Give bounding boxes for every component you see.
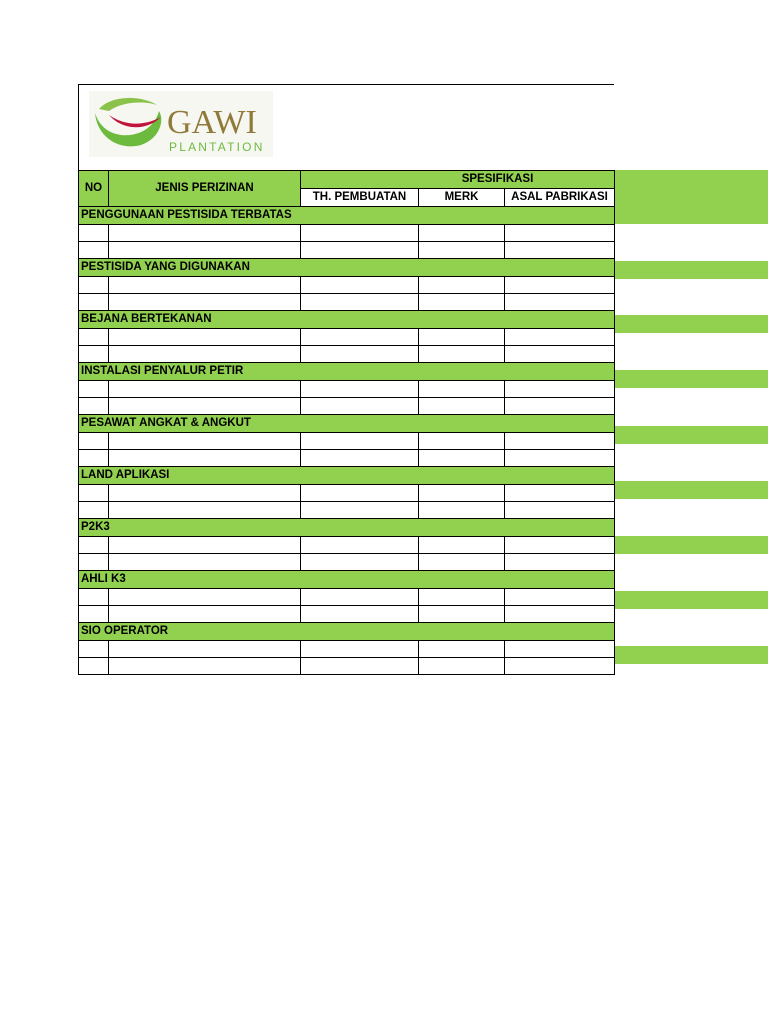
- section-title: BEJANA BERTEKANAN: [79, 311, 615, 329]
- cell-asal-pabrikasi[interactable]: [505, 589, 615, 606]
- cell-merk[interactable]: [419, 329, 505, 346]
- section-row: [79, 467, 615, 485]
- col-header-no: NO: [79, 171, 109, 207]
- cell-asal-pabrikasi[interactable]: [505, 294, 615, 311]
- cell-th-pembuatan[interactable]: [301, 294, 419, 311]
- cell-jenis[interactable]: [109, 554, 301, 571]
- cell-jenis[interactable]: [109, 433, 301, 450]
- logo-brand-text: GAWI: [167, 104, 257, 141]
- cell-asal-pabrikasi[interactable]: [505, 381, 615, 398]
- table-row: [79, 225, 615, 242]
- cell-th-pembuatan[interactable]: [301, 450, 419, 467]
- cell-no[interactable]: [79, 450, 109, 467]
- section-band-2: [614, 315, 768, 333]
- header-band: [614, 170, 768, 224]
- cell-merk[interactable]: [419, 537, 505, 554]
- cell-th-pembuatan[interactable]: [301, 658, 419, 675]
- table-row: [79, 485, 615, 502]
- cell-no[interactable]: [79, 329, 109, 346]
- table-row: [79, 554, 615, 571]
- cell-jenis[interactable]: [109, 242, 301, 259]
- cell-jenis[interactable]: [109, 606, 301, 623]
- section-title: INSTALASI PENYALUR PETIR: [79, 363, 615, 381]
- cell-th-pembuatan[interactable]: [301, 346, 419, 363]
- section-band-8: [614, 646, 768, 664]
- section-title: AHLI K3: [79, 571, 615, 589]
- cell-no[interactable]: [79, 641, 109, 658]
- cell-no[interactable]: [79, 381, 109, 398]
- cell-merk[interactable]: [419, 433, 505, 450]
- cell-jenis[interactable]: [109, 641, 301, 658]
- cell-asal-pabrikasi[interactable]: [505, 485, 615, 502]
- table-row: [79, 450, 615, 467]
- cell-asal-pabrikasi[interactable]: [505, 346, 615, 363]
- section-title: PENGGUNAAN PESTISIDA TERBATAS: [79, 207, 615, 225]
- table-row: [79, 433, 615, 450]
- section-band-1: [614, 261, 768, 279]
- cell-merk[interactable]: [419, 398, 505, 415]
- cell-no[interactable]: [79, 606, 109, 623]
- cell-asal-pabrikasi[interactable]: [505, 398, 615, 415]
- gawi-plantation-logo: [89, 91, 273, 157]
- cell-jenis[interactable]: [109, 346, 301, 363]
- cell-merk[interactable]: [419, 502, 505, 519]
- cell-no[interactable]: [79, 502, 109, 519]
- cell-jenis[interactable]: [109, 329, 301, 346]
- table-row: [79, 329, 615, 346]
- col-header-jenis: JENIS PERIZINAN: [109, 171, 301, 207]
- cell-th-pembuatan[interactable]: [301, 277, 419, 294]
- cell-jenis[interactable]: [109, 381, 301, 398]
- section-row: [79, 623, 615, 641]
- table-row: [79, 346, 615, 363]
- section-title: LAND APLIKASI: [79, 467, 615, 485]
- table-row: [79, 277, 615, 294]
- cell-merk[interactable]: [419, 225, 505, 242]
- cell-merk[interactable]: [419, 242, 505, 259]
- cell-th-pembuatan[interactable]: [301, 225, 419, 242]
- cell-merk[interactable]: [419, 554, 505, 571]
- cell-asal-pabrikasi[interactable]: [505, 433, 615, 450]
- cell-no[interactable]: [79, 658, 109, 675]
- cell-no[interactable]: [79, 346, 109, 363]
- cell-merk[interactable]: [419, 294, 505, 311]
- table-row: [79, 537, 615, 554]
- table-row: [79, 381, 615, 398]
- cell-asal-pabrikasi[interactable]: [505, 641, 615, 658]
- cell-merk[interactable]: [419, 641, 505, 658]
- cell-jenis[interactable]: [109, 277, 301, 294]
- table-row: [79, 398, 615, 415]
- cell-no[interactable]: [79, 537, 109, 554]
- cell-no[interactable]: [79, 433, 109, 450]
- cell-th-pembuatan[interactable]: [301, 242, 419, 259]
- logo-row: [78, 84, 614, 170]
- section-row: [79, 207, 615, 225]
- table-row: [79, 242, 615, 259]
- header-row-1: [79, 171, 615, 189]
- section-title: PESTISIDA YANG DIGUNAKAN: [79, 259, 615, 277]
- cell-asal-pabrikasi[interactable]: [505, 242, 615, 259]
- cell-merk[interactable]: [419, 658, 505, 675]
- col-header-asal-pabrikasi: ASAL PABRIKASI: [505, 189, 615, 207]
- cell-merk[interactable]: [419, 346, 505, 363]
- cell-th-pembuatan[interactable]: [301, 381, 419, 398]
- cell-asal-pabrikasi[interactable]: [505, 658, 615, 675]
- cell-merk[interactable]: [419, 381, 505, 398]
- cell-jenis[interactable]: [109, 450, 301, 467]
- cell-asal-pabrikasi[interactable]: [505, 450, 615, 467]
- section-band-3: [614, 370, 768, 388]
- section-row: [79, 363, 615, 381]
- permit-table: [78, 170, 615, 675]
- cell-asal-pabrikasi[interactable]: [505, 277, 615, 294]
- cell-no[interactable]: [79, 242, 109, 259]
- section-title: PESAWAT ANGKAT & ANGKUT: [79, 415, 615, 433]
- section-band-7: [614, 591, 768, 609]
- cell-asal-pabrikasi[interactable]: [505, 329, 615, 346]
- cell-th-pembuatan[interactable]: [301, 485, 419, 502]
- cell-th-pembuatan[interactable]: [301, 329, 419, 346]
- cell-no[interactable]: [79, 277, 109, 294]
- cell-th-pembuatan[interactable]: [301, 589, 419, 606]
- cell-no[interactable]: [79, 294, 109, 311]
- permit-sheet: [78, 84, 615, 675]
- cell-merk[interactable]: [419, 485, 505, 502]
- cell-merk[interactable]: [419, 606, 505, 623]
- cell-merk[interactable]: [419, 589, 505, 606]
- cell-merk[interactable]: [419, 450, 505, 467]
- cell-th-pembuatan[interactable]: [301, 537, 419, 554]
- cell-th-pembuatan[interactable]: [301, 641, 419, 658]
- col-header-merk: MERK: [419, 189, 505, 207]
- table-row: [79, 502, 615, 519]
- cell-no[interactable]: [79, 485, 109, 502]
- svg-text:PLANTATION: PLANTATION: [169, 140, 265, 154]
- table-row: [79, 294, 615, 311]
- cell-no[interactable]: [79, 589, 109, 606]
- cell-jenis[interactable]: [109, 294, 301, 311]
- table-row: [79, 606, 615, 623]
- section-band-4: [614, 426, 768, 444]
- section-row: [79, 259, 615, 277]
- cell-no[interactable]: [79, 225, 109, 242]
- section-title: P2K3: [79, 519, 615, 537]
- col-header-th-pembuatan: TH. PEMBUATAN: [301, 189, 419, 207]
- cell-jenis[interactable]: [109, 658, 301, 675]
- cell-asal-pabrikasi[interactable]: [505, 225, 615, 242]
- cell-jenis[interactable]: [109, 537, 301, 554]
- cell-th-pembuatan[interactable]: [301, 398, 419, 415]
- table-row: [79, 641, 615, 658]
- section-row: [79, 311, 615, 329]
- table-row: [79, 589, 615, 606]
- cell-asal-pabrikasi[interactable]: [505, 606, 615, 623]
- section-row: [79, 571, 615, 589]
- cell-th-pembuatan[interactable]: [301, 606, 419, 623]
- section-band-6: [614, 536, 768, 554]
- cell-th-pembuatan[interactable]: [301, 502, 419, 519]
- cell-asal-pabrikasi[interactable]: [505, 537, 615, 554]
- section-band-5: [614, 481, 768, 499]
- cell-jenis[interactable]: [109, 398, 301, 415]
- cell-jenis[interactable]: [109, 485, 301, 502]
- cell-no[interactable]: [79, 554, 109, 571]
- cell-asal-pabrikasi[interactable]: [505, 502, 615, 519]
- cell-th-pembuatan[interactable]: [301, 433, 419, 450]
- section-title: SIO OPERATOR: [79, 623, 615, 641]
- cell-no[interactable]: [79, 398, 109, 415]
- col-header-spesifikasi: SPESIFIKASI: [301, 171, 615, 189]
- cell-merk[interactable]: [419, 277, 505, 294]
- cell-jenis[interactable]: [109, 589, 301, 606]
- table-row: [79, 658, 615, 675]
- cell-jenis[interactable]: [109, 502, 301, 519]
- cell-jenis[interactable]: [109, 225, 301, 242]
- section-row: [79, 415, 615, 433]
- cell-th-pembuatan[interactable]: [301, 554, 419, 571]
- cell-asal-pabrikasi[interactable]: [505, 554, 615, 571]
- section-row: [79, 519, 615, 537]
